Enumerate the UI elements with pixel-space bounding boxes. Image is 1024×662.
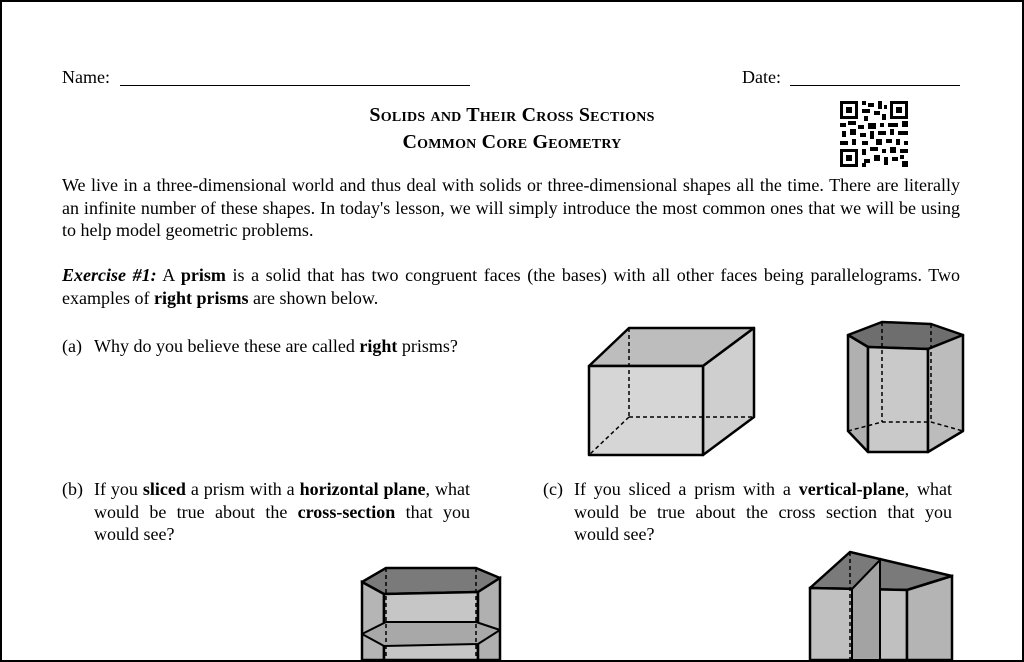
exercise-1-label: Exercise #1:	[62, 265, 157, 285]
date-field[interactable]	[790, 66, 960, 86]
worksheet-subtitle: Common Core Geometry	[402, 131, 622, 153]
part-a-label: (a)	[62, 336, 82, 356]
vertical-plane-term: vertical-plane	[798, 479, 905, 499]
qr-code-icon	[838, 99, 910, 169]
rectangular-prism-figure	[582, 320, 762, 462]
worksheet-title: Solids and Their Cross Sections	[369, 104, 655, 126]
part-b-text: If you	[94, 479, 143, 499]
intro-paragraph: We live in a three-dimensional world and thus deal with solids or three-dimensional shapes all the time. There are literally an infinite number of these shapes. In today's lesson, we will simply introduce the most common ones that we will be using to help model geometric problems.	[62, 175, 960, 240]
name-field[interactable]	[120, 66, 470, 86]
date-label: Date:	[742, 67, 781, 87]
part-c-question	[574, 478, 952, 546]
part-c-label: (c)	[543, 479, 563, 499]
part-b-label: (b)	[62, 479, 83, 499]
horizontal-plane-term: horizontal plane	[299, 479, 426, 499]
part-a-text: Why do you believe these are called	[94, 336, 360, 356]
name-label: Name:	[62, 67, 110, 87]
exercise-1-text-part: A	[156, 265, 181, 285]
part-b-text: , what would be true about the	[94, 479, 470, 522]
right-prisms-term: right prisms	[153, 287, 249, 308]
part-b-text: that you would see?	[94, 501, 470, 544]
part-c-text: If you sliced a prism with a	[574, 479, 799, 499]
part-b-question	[94, 478, 470, 546]
right-term: right	[359, 336, 398, 356]
pentagonal-prism-figure	[840, 318, 970, 458]
exercise-1-text-part: is a solid that has two congruent faces (the bases) with all other faces being parallelograms. Two examples of	[62, 265, 960, 308]
hexagonal-prism-horizontal-slice-figure	[356, 564, 506, 660]
part-b-text: a prism with a	[185, 479, 300, 499]
part-c-text: , what would be true about the cross section that you would see?	[574, 479, 952, 544]
prism-term: prism	[180, 265, 226, 285]
part-a-question	[94, 335, 534, 357]
exercise-1-text-part: are shown below.	[248, 287, 379, 308]
sliced-term: sliced	[142, 479, 186, 499]
triangular-prism-vertical-slice-figure	[802, 548, 962, 660]
part-a-text: prisms?	[397, 336, 458, 356]
exercise-1-text	[62, 264, 960, 309]
cross-section-term: cross-section	[297, 501, 396, 522]
